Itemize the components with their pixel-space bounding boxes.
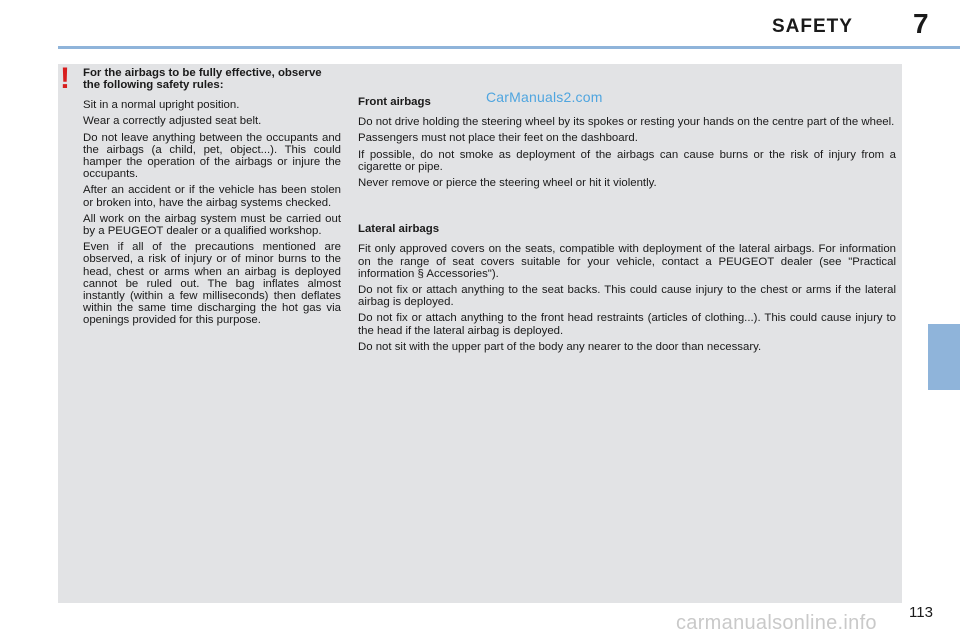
front-airbags-paragraph: Passengers must not place their feet on the dashboard. xyxy=(358,132,638,145)
chapter-number: 7 xyxy=(913,8,929,39)
lateral-airbags-paragraph: Do not fix or attach anything to the seat backs. This could cause injury to the chest or arms if the lateral airbag is deployed. xyxy=(358,284,896,309)
lateral-airbags-paragraph: Do not fix or attach anything to the front head restraints (articles of clothing...). This could cause injury to the head if the lateral airbag is deployed. xyxy=(358,312,896,337)
front-airbags-paragraph: Do not drive holding the steering wheel by its spokes or resting your hands on the centre part of the wheel. xyxy=(358,116,895,129)
lateral-airbags-paragraph: Do not sit with the upper part of the body any nearer to the door than necessary. xyxy=(358,340,762,353)
warning-paragraph: Wear a correctly adjusted seat belt. xyxy=(83,115,262,128)
warning-paragraph: Sit in a normal upright position. xyxy=(83,99,240,112)
watermark-carmanualsonline: carmanualsonline.info xyxy=(676,612,877,634)
front-airbags-paragraph: If possible, do not smoke as deployment of the airbags can cause burns or the risk of injury from a cigarette or pipe. xyxy=(358,148,896,173)
warning-paragraph: Do not leave anything between the occupants and the airbags (a child, pet, object...). This could hamper the operation of the airbags or injure the occupants. xyxy=(83,131,341,181)
front-airbags-paragraph: Never remove or pierce the steering wheel or hit it violently. xyxy=(358,177,657,190)
chapter-side-tab xyxy=(928,324,960,390)
section-spacer xyxy=(358,193,896,223)
watermark-carmanuals2: CarManuals2.com xyxy=(486,89,603,105)
header-divider xyxy=(58,46,960,49)
warning-heading: For the airbags to be fully effective, observe the following safety rules: xyxy=(83,67,322,91)
warning-paragraph: After an accident or if the vehicle has been stolen or broken into, have the airbag systems checked. xyxy=(83,184,341,209)
warning-paragraph: All work on the airbag system must be carried out by a PEUGEOT dealer or a qualified workshop. xyxy=(83,212,341,238)
lateral-airbags-paragraph: Fit only approved covers on the seats, compatible with deployment of the lateral airbags. For information on the range of seat covers suitable for your vehicle, contact a PEUGEOT dealer (see "Practical information § Accessories"). xyxy=(358,243,896,280)
warning-icon: ! xyxy=(60,62,70,95)
section-title: SAFETY xyxy=(772,16,853,37)
lateral-airbags-heading: Lateral airbags xyxy=(358,223,440,236)
instructions-column xyxy=(358,96,896,357)
warning-column xyxy=(83,68,341,331)
page-number: 113 xyxy=(909,604,933,621)
front-airbags-heading: Front airbags xyxy=(358,96,431,108)
warning-paragraph: Even if all of the precautions mentioned are observed, a risk of injury or of minor burns to the head, chest or arms when an airbag is deployed cannot be ruled out. The bag inflates almost instantly (within a few milliseconds) then deflates within the same time discharging the hot gas via openings provided for this purpose. xyxy=(83,241,341,327)
